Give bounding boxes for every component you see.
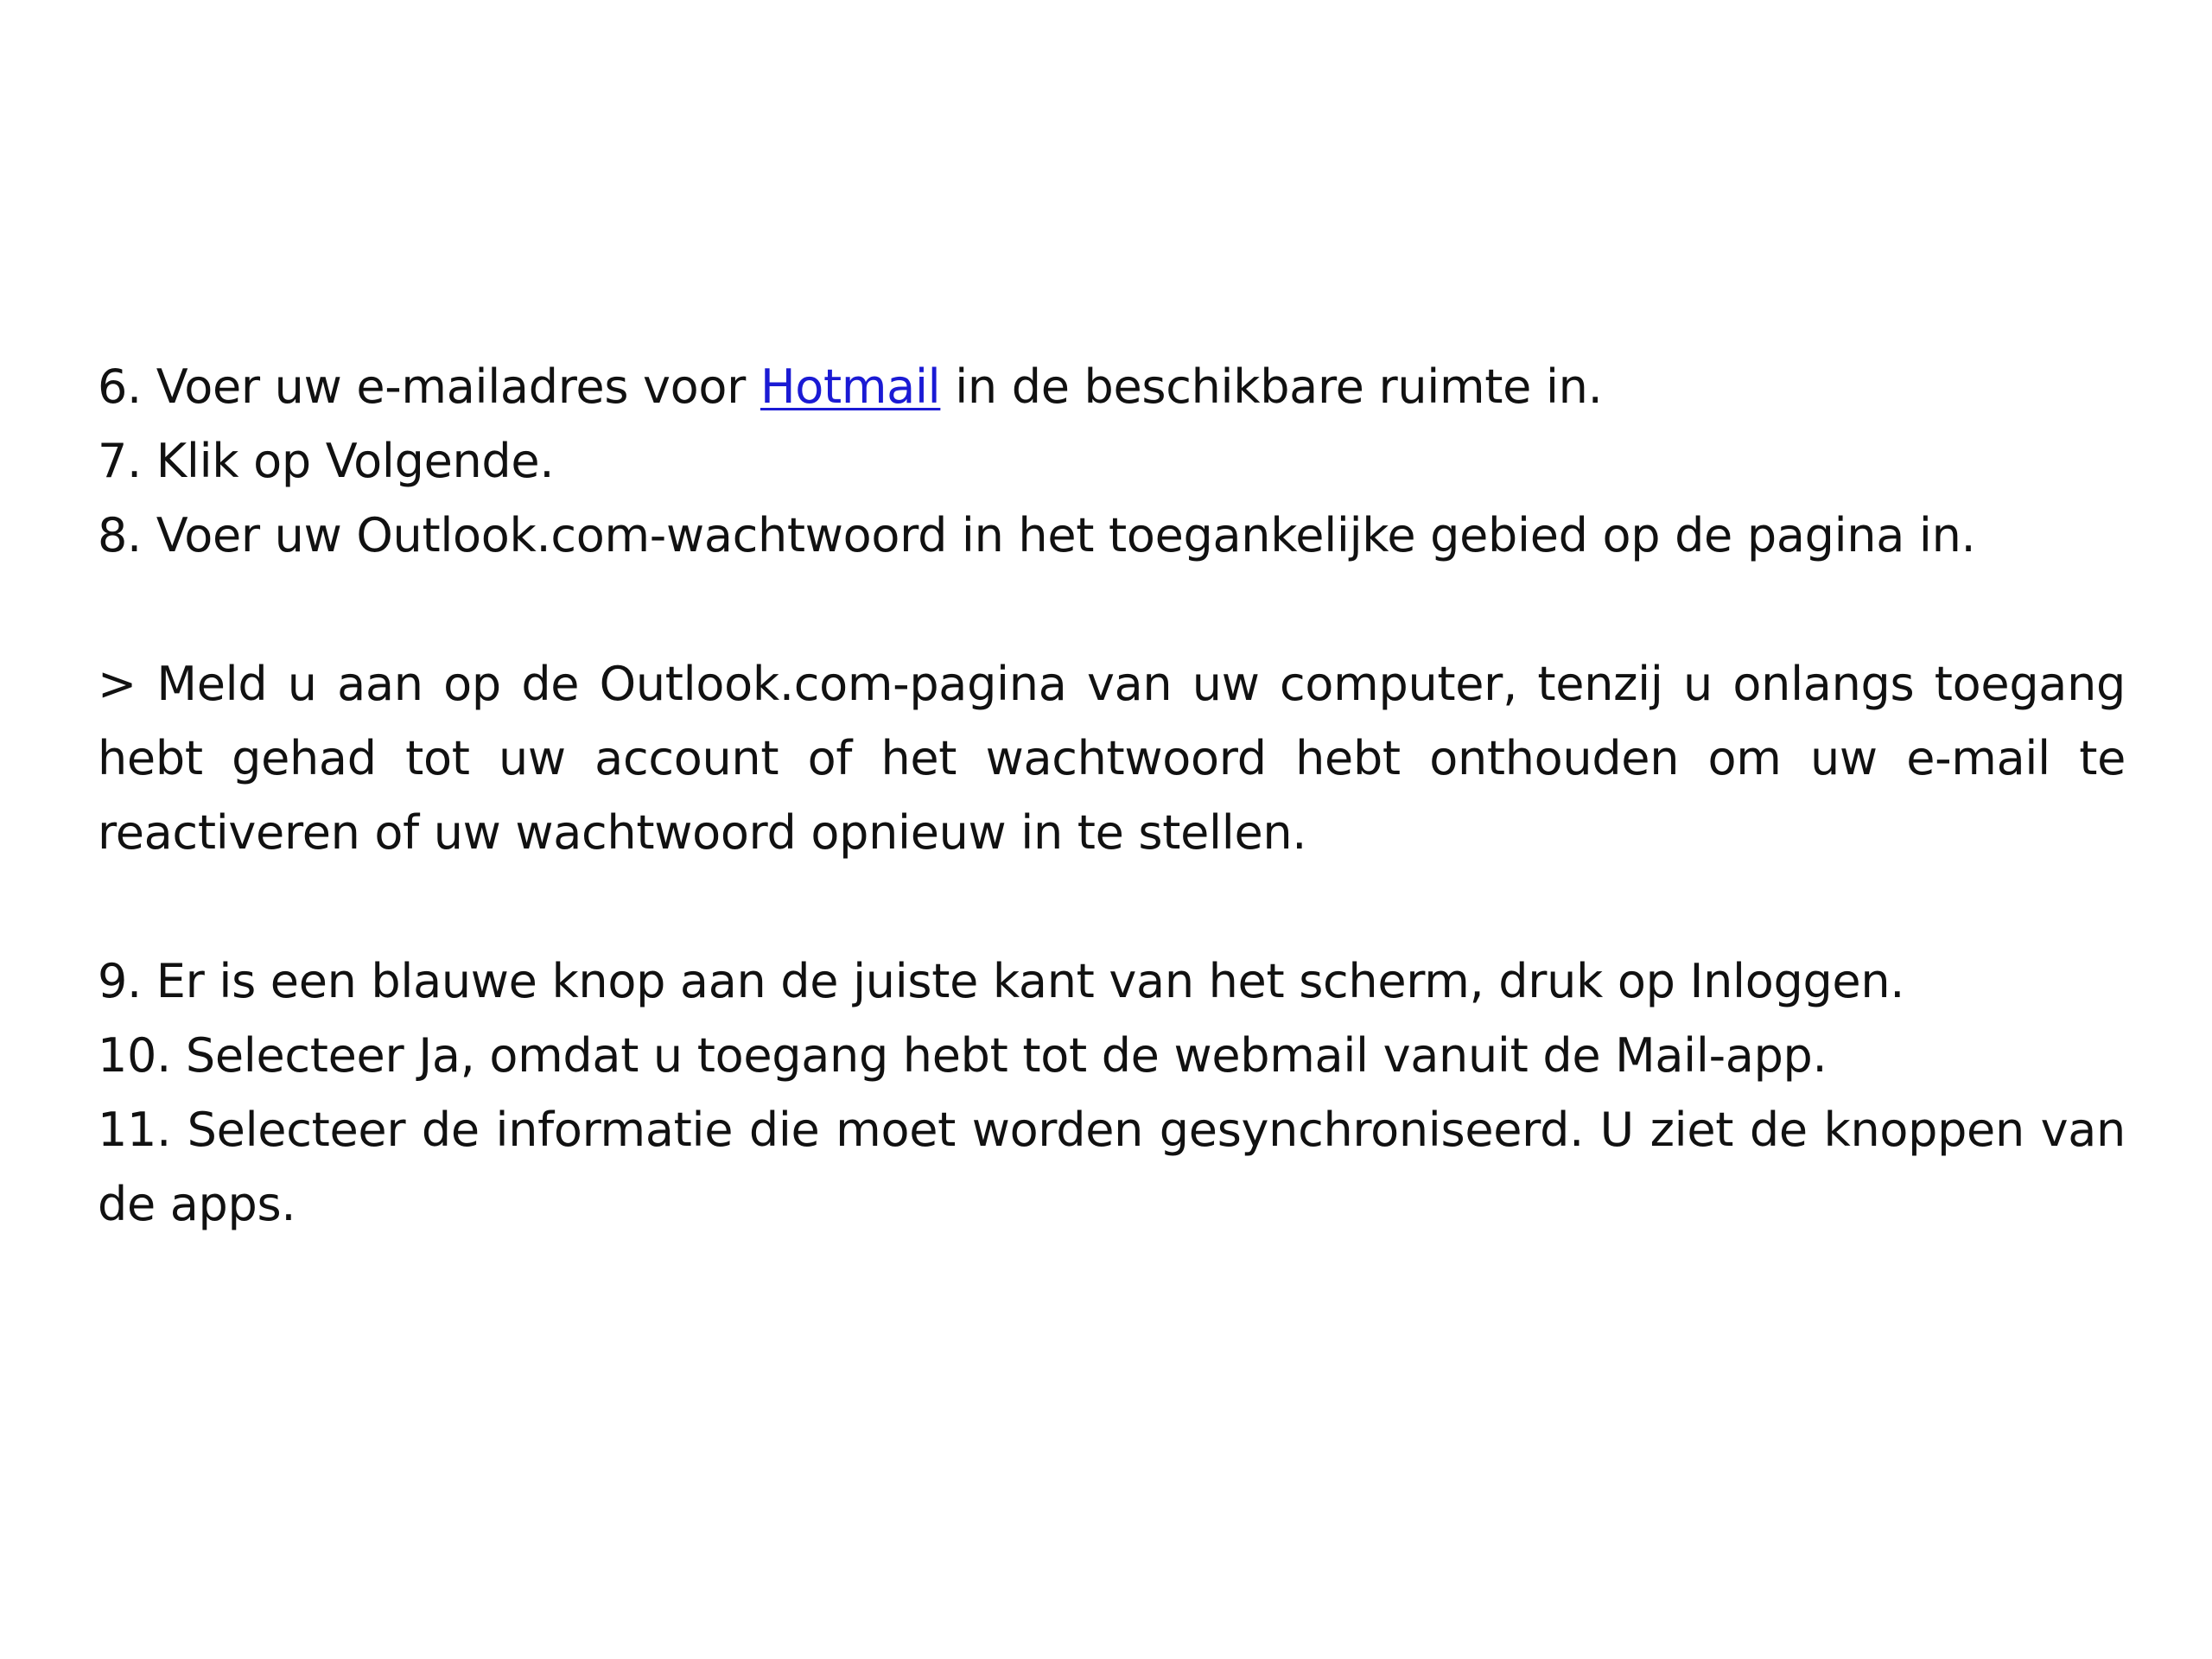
step-6-text-after: in de beschikbare ruimte in. xyxy=(940,359,1603,414)
hotmail-link[interactable]: Hotmail xyxy=(760,359,941,414)
step-6 xyxy=(98,350,2126,424)
step-8: 8. Voer uw Outlook.com-wachtwoord in het toegankelijke gebied op de pagina in. xyxy=(98,508,1976,563)
note-paragraph: > Meld u aan op de Outlook.com-pagina van uw computer, tenzij u onlangs toegang hebt gehad tot uw account of het wachtwoord hebt onthouden om uw e-mail te reactiveren of uw wachtwoord opnieuw in te stellen. xyxy=(98,657,2126,860)
step-9: 9. Er is een blauwe knop aan de juiste kant van het scherm, druk op Inloggen. xyxy=(98,954,1905,1008)
step-7: 7. Klik op Volgende. xyxy=(98,434,555,488)
paragraph-spacer xyxy=(98,573,2126,647)
step-10: 10. Selecteer Ja, omdat u toegang hebt tot de webmail vanuit de Mail-app. xyxy=(98,1028,1827,1083)
paragraph-spacer xyxy=(98,870,2126,944)
step-6-text-before: 6. Voer uw e-mailadres voor xyxy=(98,359,760,414)
step-11: 11. Selecteer de informatie die moet worden gesynchroniseerd. U ziet de knoppen van de apps. xyxy=(98,1103,2126,1231)
instructions-text-block xyxy=(98,350,2126,1242)
